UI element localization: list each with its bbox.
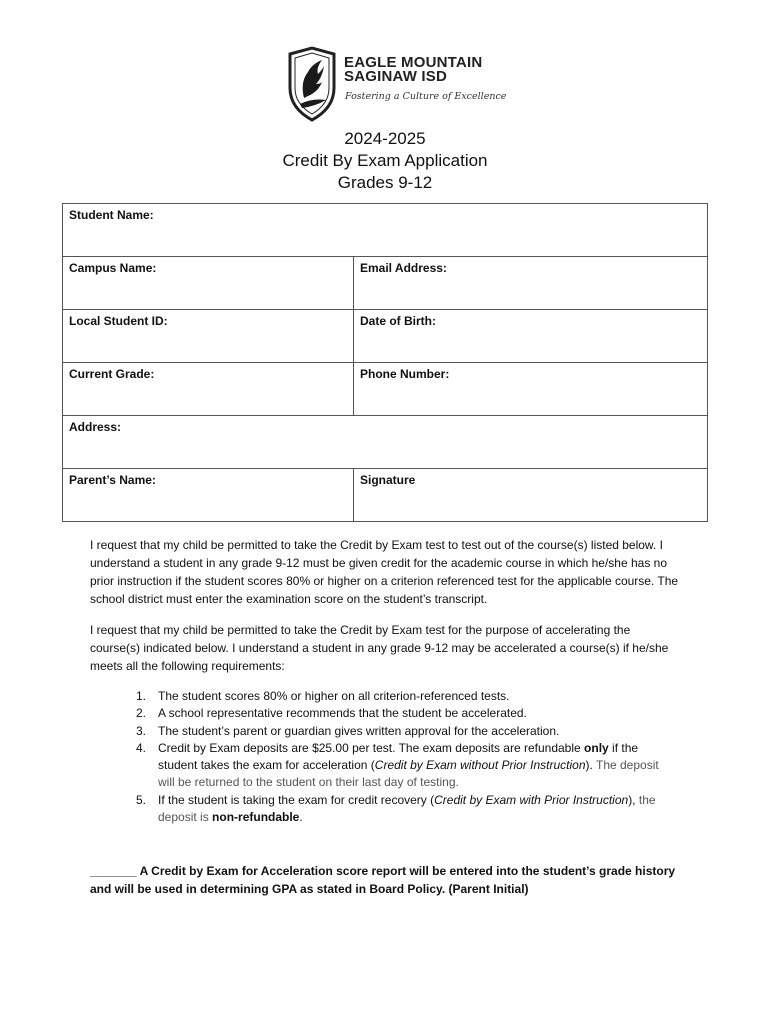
local-student-id-field[interactable]: Local Student ID: — [63, 310, 354, 363]
list-item: 3. The student’s parent or guardian gives written approval for the acceleration. — [136, 723, 560, 738]
form-row — [63, 204, 708, 257]
list-item: 2. A school representative recommends that the student be accelerated. — [136, 706, 527, 721]
list-item: 5. If the student is taking the exam for credit recovery (Credit by Exam with Prior Instruction), the deposit is non-refundable. — [136, 792, 656, 825]
form-row — [63, 257, 708, 310]
current-grade-field[interactable]: Current Grade: — [63, 363, 354, 416]
form-row — [63, 416, 708, 469]
student-info-form — [62, 203, 708, 522]
parent-initial-note: _______ A Credit by Exam for Acceleration score report will be entered into the student’s grade history and will be used in determining GPA as stated in Board Policy. (Parent Initial) — [90, 864, 676, 896]
document-header — [0, 128, 770, 194]
school-year: 2024-2025 — [344, 129, 426, 148]
list-item: 1. The student scores 80% or higher on all criterion-referenced tests. — [136, 689, 510, 703]
form-row — [63, 469, 708, 522]
grade-range: Grades 9-12 — [337, 173, 433, 192]
date-of-birth-field[interactable]: Date of Birth: — [354, 310, 708, 363]
eagle-shield-icon — [286, 46, 338, 122]
student-name-field[interactable]: Student Name: — [63, 204, 708, 257]
address-field[interactable]: Address: — [63, 416, 708, 469]
credit-paragraph: I request that my child be permitted to take the Credit by Exam test to test out of the course(s) listed below. I understand a student in any grade 9-12 must be given credit for the academic course in which he/she has no prior instruction if the student scores 80% or higher on a criterion referenced test for the applicable course. The school district must enter the examination score on the student’s transcript. — [90, 538, 679, 606]
list-item: 4. Credit by Exam deposits are $25.00 per test. The exam deposits are refundable only if the student takes the exam for acceleration (Credit by Exam without Prior Instruction). The deposit will be returned to the student on their last day of testing. — [136, 740, 659, 790]
parents-name-field[interactable]: Parent’s Name: — [63, 469, 354, 522]
campus-name-field[interactable]: Campus Name: — [63, 257, 354, 310]
district-logo — [286, 46, 507, 124]
requirements-list — [136, 688, 676, 826]
document-title: Credit By Exam Application — [282, 151, 488, 170]
form-row — [63, 310, 708, 363]
email-address-field[interactable]: Email Address: — [354, 257, 708, 310]
phone-number-field[interactable]: Phone Number: — [354, 363, 708, 416]
district-name: EAGLE MOUNTAIN SAGINAW ISD — [344, 54, 483, 85]
acceleration-paragraph: I request that my child be permitted to take the Credit by Exam test for the purpose of accelerating the course(s) indicated below. I understand a student in any grade 9-12 may be accelerated a course(s) if he/she meets all the following requirements: — [90, 623, 669, 673]
district-tagline: Fostering a Culture of Excellence — [345, 91, 507, 102]
form-row — [63, 363, 708, 416]
signature-field[interactable]: Signature — [354, 469, 708, 522]
